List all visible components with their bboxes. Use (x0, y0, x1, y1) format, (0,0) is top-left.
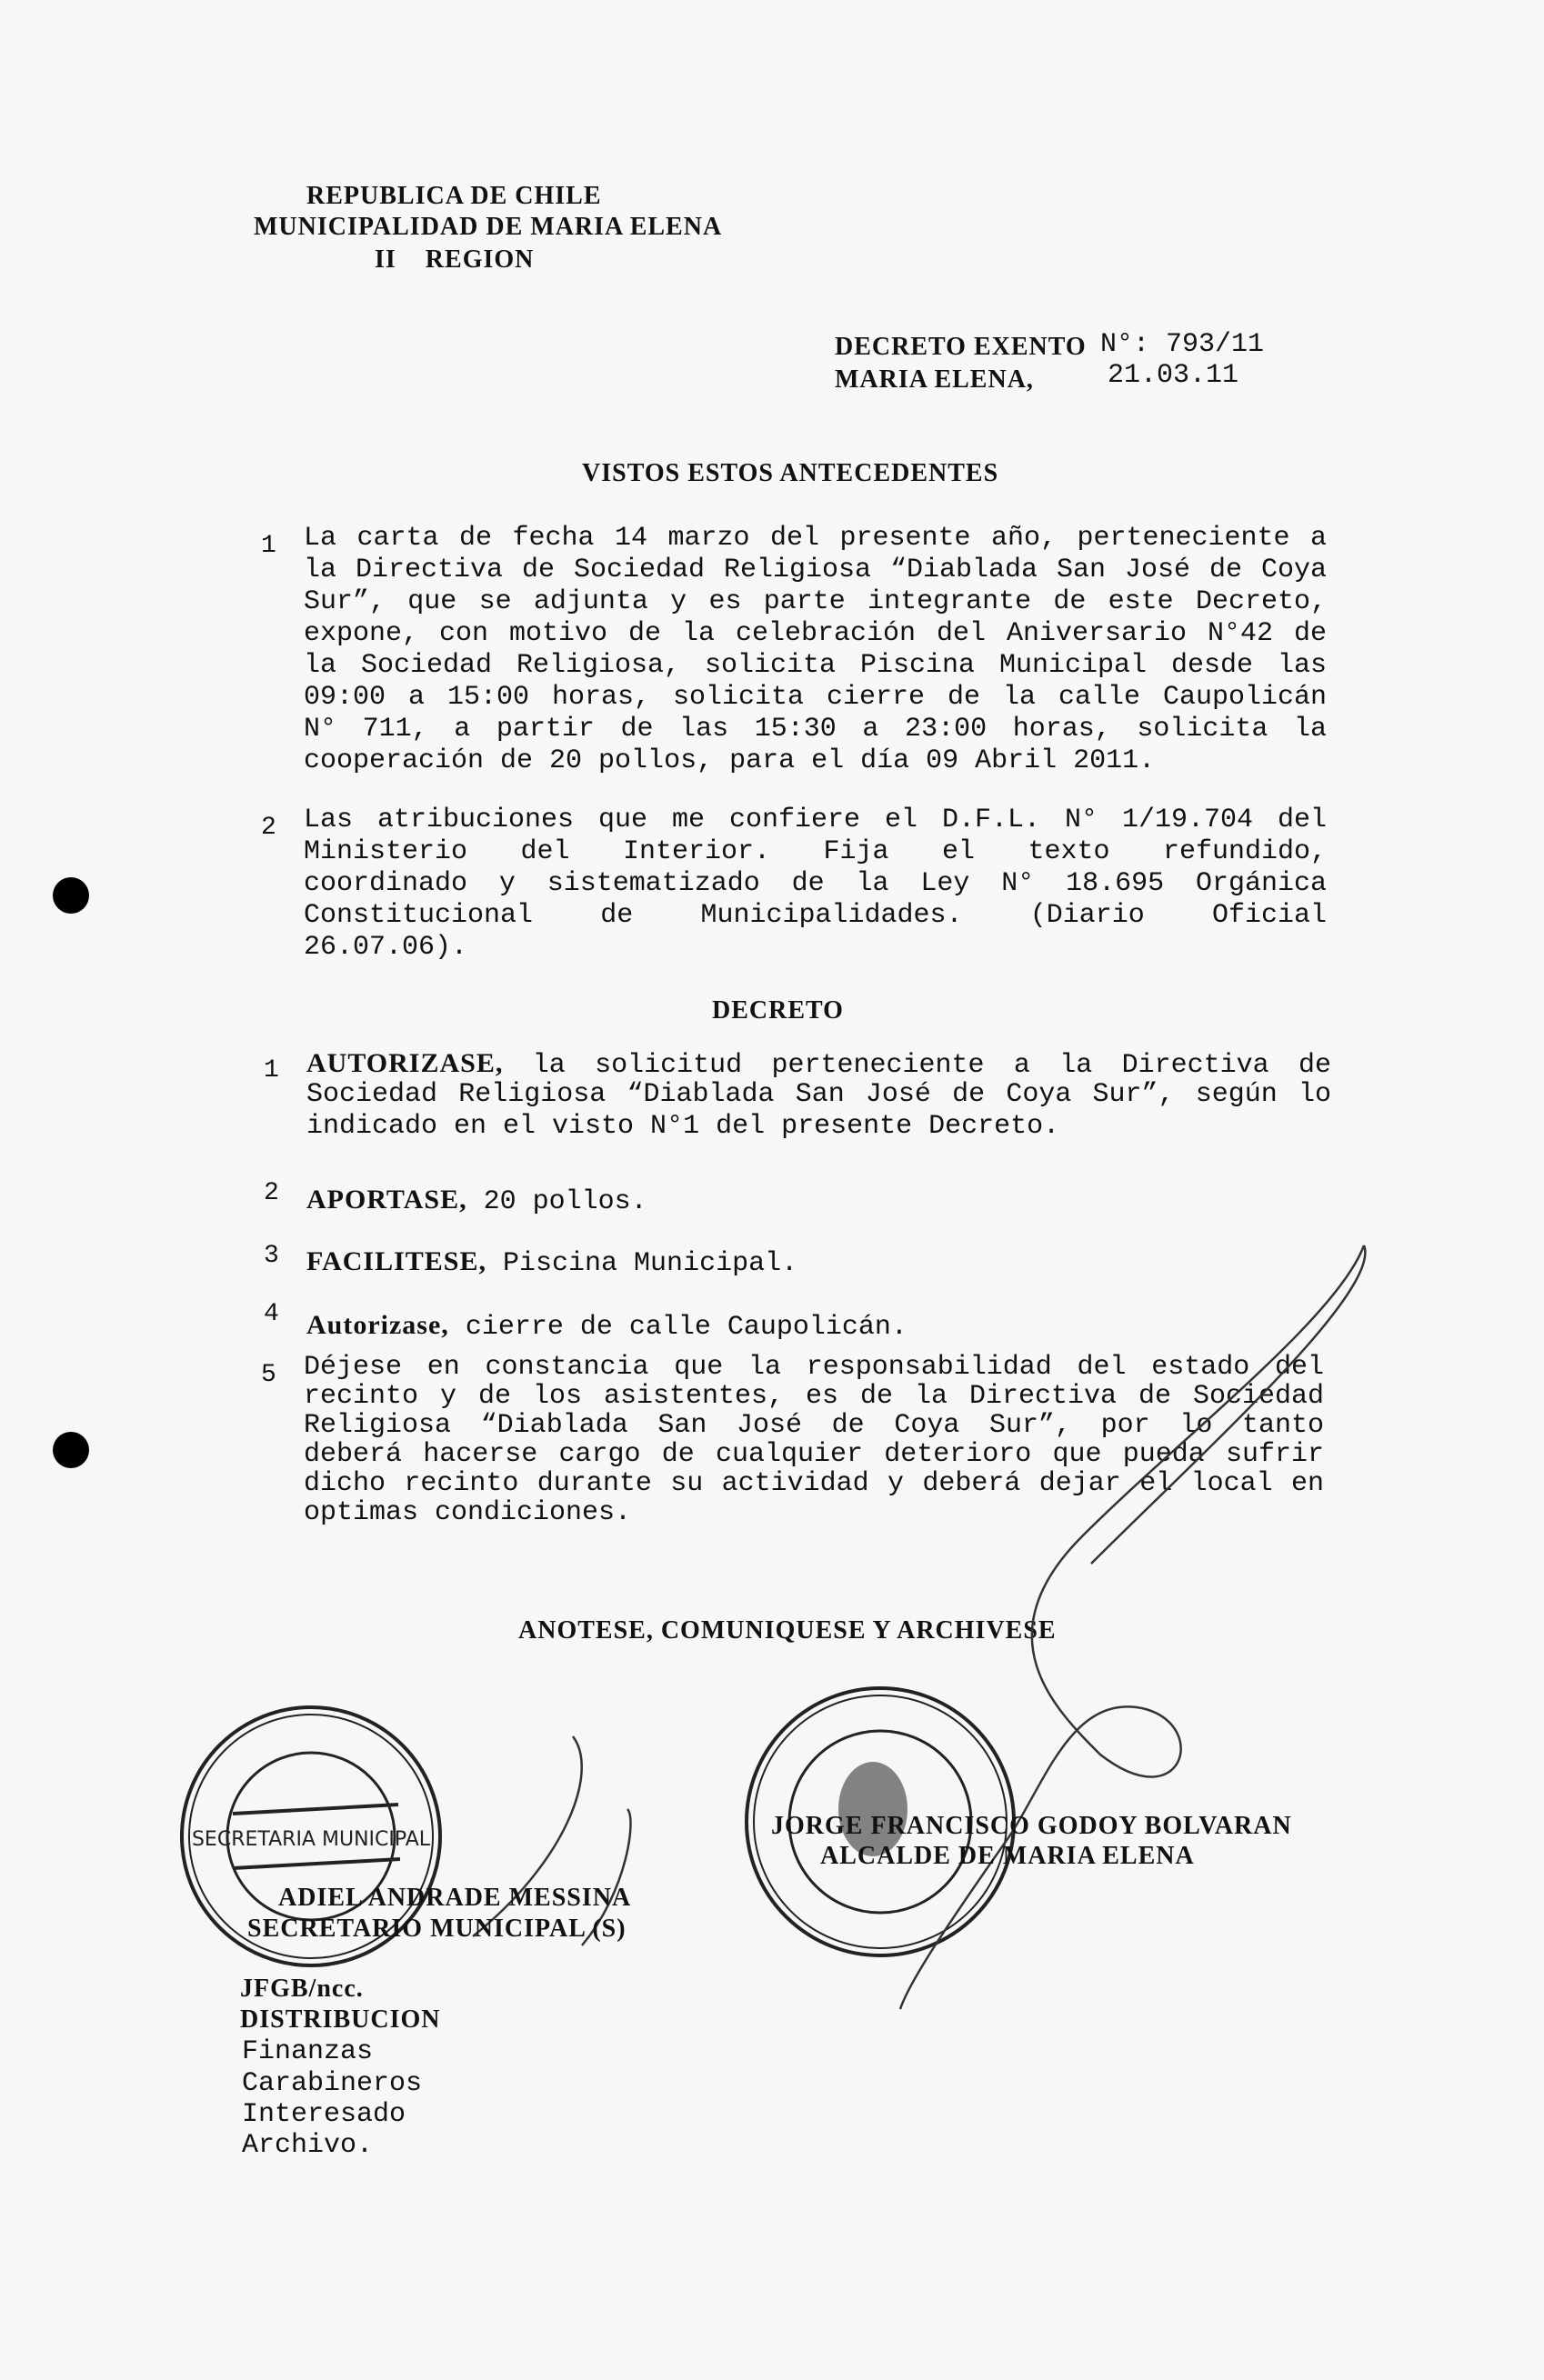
decree-date: 21.03.11 (1108, 360, 1239, 391)
text-line: 09:00 a 15:00 horas, solicita cierre de la calle Caupolicán (304, 682, 1327, 713)
secretary-title: SECRETARIO MUNICIPAL (S) (247, 1915, 627, 1943)
text-line: recinto y de los asistentes, es de la Directiva de Sociedad (304, 1381, 1324, 1412)
vistos-title: VISTOS ESTOS ANTECEDENTES (582, 459, 999, 487)
decree-number: N°: 793/11 (1100, 329, 1265, 360)
text: Piscina Municipal. (503, 1248, 798, 1279)
text-line: optimas condiciones. (304, 1497, 632, 1528)
decreto-number: 3 (264, 1242, 279, 1270)
text-line: Déjese en constancia que la responsabilidad del estado del (304, 1352, 1324, 1383)
distribution-item: Carabineros (242, 2068, 423, 2099)
text-line: La carta de fecha 14 marzo del presente año, perteneciente a (304, 523, 1327, 554)
text-line: dicho recinto durante su actividad y deberá dejar el local en (304, 1468, 1324, 1499)
vistos-number: 1 (261, 532, 276, 560)
text-line: N° 711, a partir de las 15:30 a 23:00 horas, solicita la (304, 714, 1327, 745)
decreto-number: 1 (264, 1056, 279, 1085)
decreto-number: 5 (261, 1361, 276, 1389)
place-label: MARIA ELENA, (835, 365, 1034, 394)
initials: JFGB/ncc. (240, 1975, 364, 2003)
text-line: indicado en el visto N°1 del presente Decreto. (306, 1111, 1060, 1142)
vistos-number: 2 (261, 814, 276, 842)
text: la solicitud perteneciente a la Directiva de (532, 1050, 1331, 1081)
action-keyword: APORTASE, (306, 1185, 467, 1215)
distribution-item: Archivo. (242, 2130, 374, 2161)
distribution-item: Finanzas (242, 2036, 374, 2067)
decreto-title: DECRETO (712, 996, 844, 1025)
header-line-2: MUNICIPALIDAD DE MARIA ELENA (254, 213, 723, 241)
text-line: Religiosa “Diablada San José de Coya Sur”, por lo tanto (304, 1410, 1324, 1441)
stamp-inner-text: SECRETARIA MUNICIPAL (191, 1828, 431, 1851)
action-keyword: AUTORIZASE, (306, 1048, 504, 1078)
text: cierre de calle Caupolicán. (465, 1312, 907, 1343)
header-line-3: II REGION (375, 245, 535, 274)
action-keyword: FACILITESE, (306, 1246, 487, 1276)
decreto-number: 2 (264, 1179, 279, 1207)
action-keyword: Autorizase, (306, 1310, 449, 1340)
header-line-1: REPUBLICA DE CHILE (306, 182, 602, 210)
text-line: coordinado y sistematizado de la Ley N° 18.695 Orgánica (304, 868, 1327, 899)
secretary-name: ADIEL ANDRADE MESSINA (278, 1884, 632, 1912)
text-line: Ministerio del Interior. Fija el texto refundido, (304, 836, 1327, 867)
distribution-title: DISTRIBUCION (240, 2005, 441, 2034)
text-line: la Directiva de Sociedad Religiosa “Diablada San José de Coya (304, 555, 1327, 585)
decree-type-label: DECRETO EXENTO (835, 333, 1087, 361)
mayor-title: ALCALDE DE MARIA ELENA (820, 1842, 1195, 1870)
text-line: Sociedad Religiosa “Diablada San José de Coya Sur”, según lo (306, 1079, 1331, 1110)
text: 20 pollos. (483, 1186, 647, 1217)
text-line: cooperación de 20 pollos, para el día 09 Abril 2011. (304, 745, 1156, 776)
text-line: Constitucional de Municipalidades. (Diario Oficial (304, 900, 1327, 931)
closing-formula: ANOTESE, COMUNIQUESE Y ARCHIVESE (518, 1616, 1057, 1645)
text-line: 26.07.06). (304, 932, 468, 963)
text-line: Las atribuciones que me confiere el D.F.L. N° 1/19.704 del (304, 805, 1327, 835)
text-line: expone, con motivo de la celebración del Aniversario N°42 de (304, 618, 1327, 649)
text-line: la Sociedad Religiosa, solicita Piscina Municipal desde las (304, 650, 1327, 681)
text-line: deberá hacerse cargo de cualquier deterioro que pueda sufrir (304, 1439, 1324, 1470)
text-line: Sur”, que se adjunta y es parte integrante de este Decreto, (304, 586, 1327, 617)
mayor-name: JORGE FRANCISCO GODOY BOLVARAN (771, 1812, 1292, 1840)
distribution-item: Interesado (242, 2099, 406, 2130)
decreto-number: 4 (264, 1300, 279, 1328)
